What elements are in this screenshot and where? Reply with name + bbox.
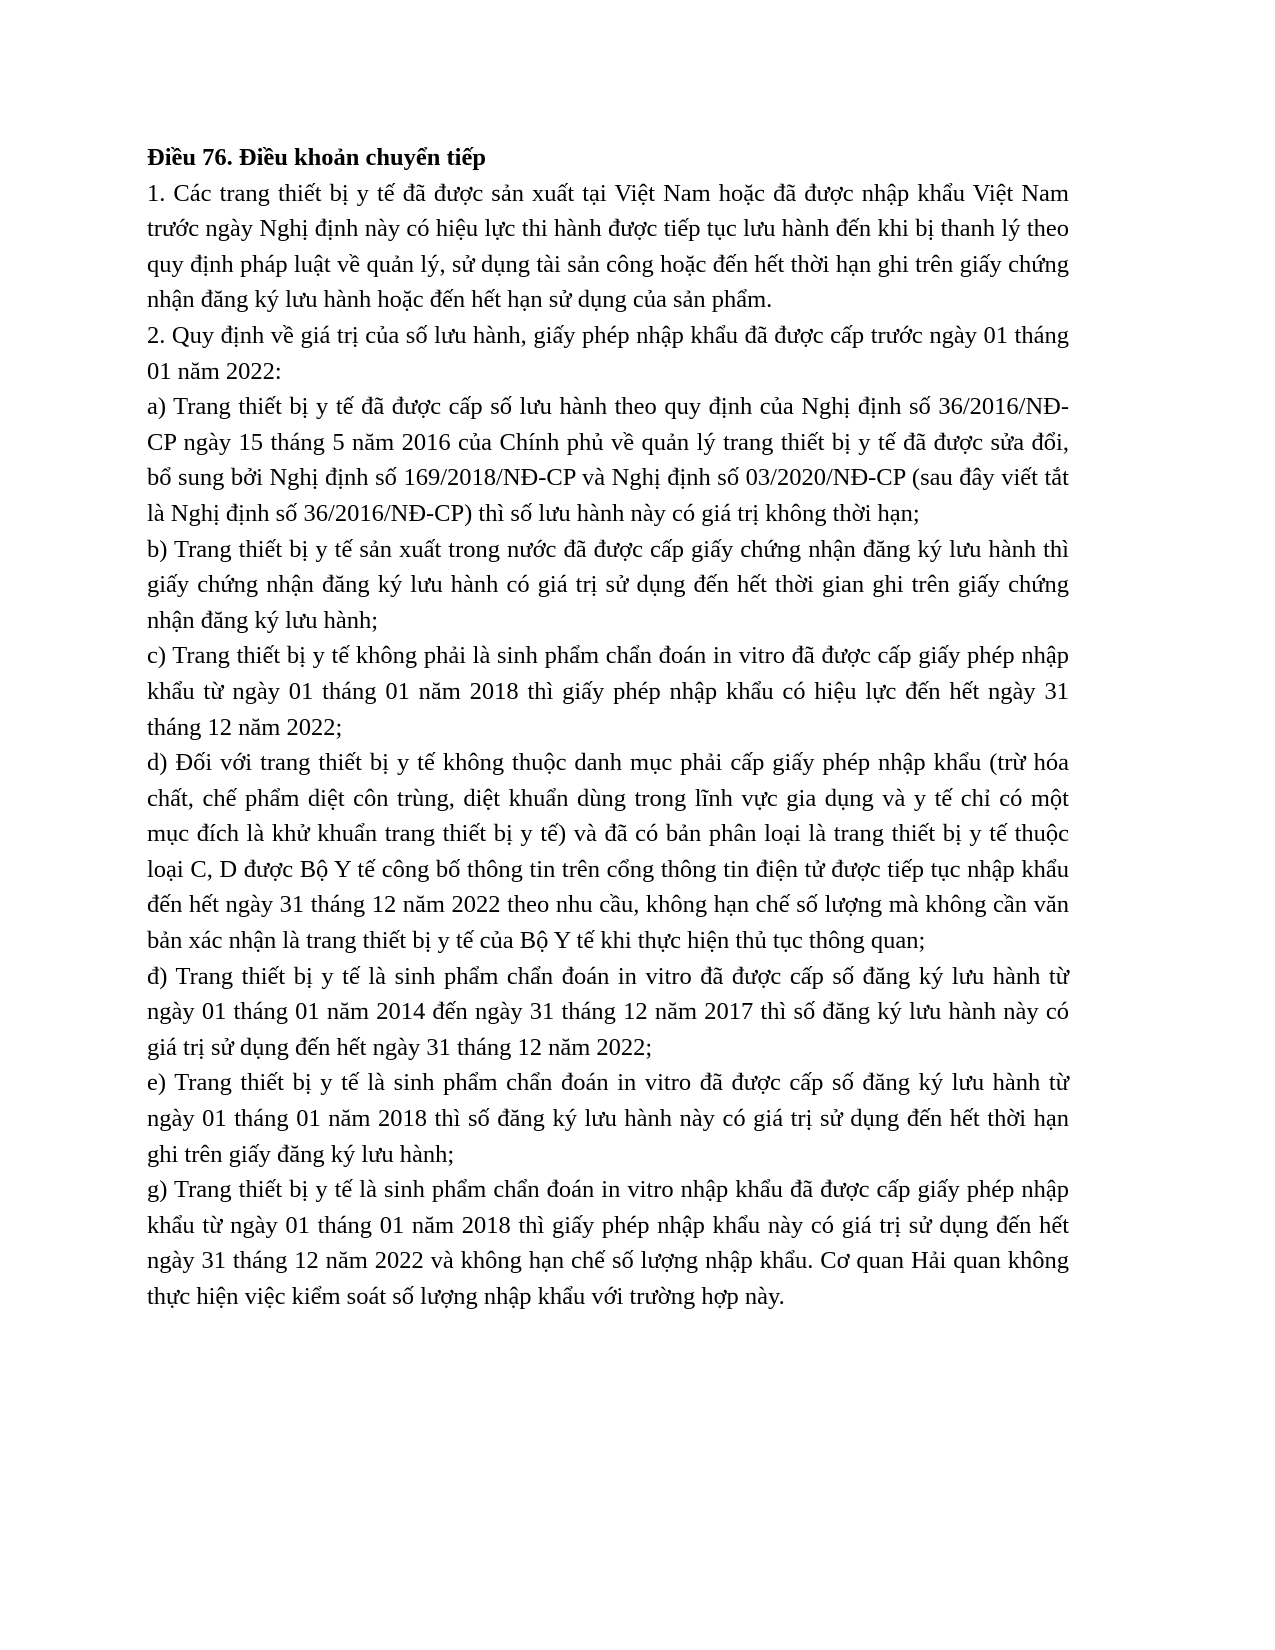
paragraph-2b: b) Trang thiết bị y tế sản xuất trong nước đã được cấp giấy chứng nhận đăng ký lưu hành thì giấy chứng nhận đăng ký lưu hành có giá trị sử dụng đến hết thời gian ghi trên giấy chứng nhận đăng ký lưu hành; <box>147 535 1069 634</box>
paragraph-2c: c) Trang thiết bị y tế không phải là sinh phẩm chẩn đoán in vitro đã được cấp giấy phép nhập khẩu từ ngày 01 tháng 01 năm 2018 thì giấy phép nhập khẩu có hiệu lực đến hết ngày 31 tháng 12 năm 2022; <box>147 642 1069 741</box>
paragraph-2a: a) Trang thiết bị y tế đã được cấp số lưu hành theo quy định của Nghị định số 36/2016/NĐ-CP ngày 15 tháng 5 năm 2016 của Chính phủ về quản lý trang thiết bị y tế đã được sửa đổi, bổ sung bởi Nghị định số 169/2018/NĐ-CP và Nghị định số 03/2020/NĐ-CP (sau đây viết tắt là Nghị định số 36/2016/NĐ-CP) thì số lưu hành này có giá trị không thời hạn; <box>147 393 1069 527</box>
document-page <box>147 140 1069 1315</box>
paragraph-2d: d) Đối với trang thiết bị y tế không thuộc danh mục phải cấp giấy phép nhập khẩu (trừ hóa chất, chế phẩm diệt côn trùng, diệt khuẩn dùng trong lĩnh vực gia dụng và y tế chỉ có một mục đích là khử khuẩn trang thiết bị y tế) và đã có bản phân loại là trang thiết bị y tế thuộc loại C, D được Bộ Y tế công bố thông tin trên cổng thông tin điện tử được tiếp tục nhập khẩu đến hết ngày 31 tháng 12 năm 2022 theo nhu cầu, không hạn chế số lượng mà không cần văn bản xác nhận là trang thiết bị y tế của Bộ Y tế khi thực hiện thủ tục thông quan; <box>147 749 1069 955</box>
paragraph-2: 2. Quy định về giá trị của số lưu hành, giấy phép nhập khẩu đã được cấp trước ngày 01 tháng 01 năm 2022: <box>147 321 1069 385</box>
paragraph-2dd: đ) Trang thiết bị y tế là sinh phẩm chẩn đoán in vitro đã được cấp số đăng ký lưu hành từ ngày 01 tháng 01 năm 2014 đến ngày 31 tháng 12 năm 2017 thì số đăng ký lưu hành này có giá trị sử dụng đến hết ngày 31 tháng 12 năm 2022; <box>147 962 1069 1061</box>
article-heading: Điều 76. Điều khoản chuyển tiếp <box>147 144 486 171</box>
paragraph-2e: e) Trang thiết bị y tế là sinh phẩm chẩn đoán in vitro đã được cấp số đăng ký lưu hành từ ngày 01 tháng 01 năm 2018 thì số đăng ký lưu hành này có giá trị sử dụng đến hết thời hạn ghi trên giấy đăng ký lưu hành; <box>147 1069 1069 1168</box>
paragraph-1: 1. Các trang thiết bị y tế đã được sản xuất tại Việt Nam hoặc đã được nhập khẩu Việt Nam trước ngày Nghị định này có hiệu lực thi hành được tiếp tục lưu hành đến khi bị thanh lý theo quy định pháp luật về quản lý, sử dụng tài sản công hoặc đến hết thời hạn ghi trên giấy chứng nhận đăng ký lưu hành hoặc đến hết hạn sử dụng của sản phẩm. <box>147 179 1069 314</box>
paragraph-2g: g) Trang thiết bị y tế là sinh phẩm chẩn đoán in vitro nhập khẩu đã được cấp giấy phép nhập khẩu từ ngày 01 tháng 01 năm 2018 thì giấy phép nhập khẩu này có giá trị sử dụng đến hết ngày 31 tháng 12 năm 2022 và không hạn chế số lượng nhập khẩu. Cơ quan Hải quan không thực hiện việc kiểm soát số lượng nhập khẩu với trường hợp này. <box>147 1176 1069 1310</box>
